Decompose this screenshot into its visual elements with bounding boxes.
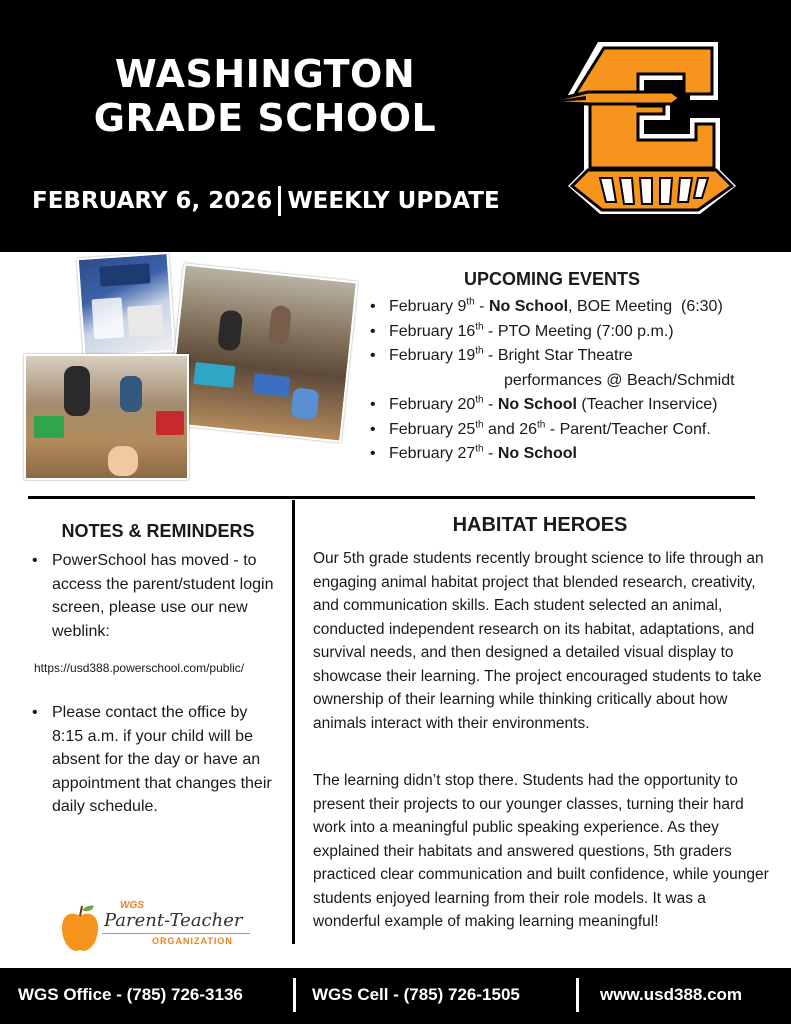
date-separator: [278, 186, 281, 216]
newsletter-subtitle: WEEKLY UPDATE: [287, 188, 500, 214]
website-link[interactable]: www.usd388.com: [600, 985, 743, 1004]
event-item: • February 20th - No School (Teacher Inservice): [370, 393, 780, 418]
header-banner: [0, 0, 791, 252]
pto-logo: [60, 898, 260, 958]
notes-list: [32, 701, 282, 819]
horizontal-divider: [28, 496, 755, 499]
pto-wgs-label: WGS: [120, 900, 144, 911]
powerschool-weblink[interactable]: https://usd388.powerschool.com/public/: [34, 661, 245, 675]
pto-main-label: Parent-Teacher: [104, 910, 243, 931]
event-item: • February 27th - No School: [370, 442, 780, 467]
notes-list: [32, 549, 282, 643]
footer-bar: [0, 968, 791, 1024]
school-title-line2: GRADE SCHOOL: [93, 96, 437, 140]
habitat-paragraph-2: The learning didn’t stop there. Students had the opportunity to present their projects to our younger classes, turning their hard work into a meaningful public speaking experience. As they explained their habitats and answered questions, 5th graders practiced clear communication and built confidence, while younger students enjoyed learning from their role models. It was a wonderful example of making learning meaningful!: [313, 772, 769, 930]
footer-separator: [576, 978, 579, 1012]
students-presenting-photo: [167, 263, 358, 442]
habitat-paragraph-1: Our 5th grade students recently brought science to life through an engaging animal habitat project that blended research, creativity, and communication skills. Each student selected an animal, conducted independent research on its habitat, adaptations, and survival needs, and then designed a detailed visual display to showcase their learning. The project encouraged students to take ownership of their learning while thinking critically about how animals interact with their environments.: [313, 550, 764, 732]
pto-org-label: ORGANIZATION: [152, 936, 233, 946]
habitat-heroes-title: HABITAT HEROES: [452, 514, 628, 536]
footer-separator: [293, 978, 296, 1012]
newsletter-date: FEBRUARY 6, 2026: [32, 188, 273, 214]
note-absence: • Please contact the office by 8:15 a.m. if your child will be absent for the day or have an appointment that changes their daily schedule.: [32, 701, 282, 819]
event-item: • February 25th and 26th - Parent/Teacher Conf.: [370, 418, 780, 443]
note-powerschool: • PowerSchool has moved - to access the parent/student login screen, please use our new weblink:: [32, 549, 282, 643]
pto-underline: [102, 933, 250, 934]
event-item-continuation: performances @ Beach/Schmidt: [504, 371, 735, 389]
event-item: • February 19th - Bright Star Theatre: [370, 344, 780, 369]
classroom-tablets-photo: [24, 354, 189, 480]
cell-phone[interactable]: WGS Cell - (785) 726-1505: [312, 985, 520, 1004]
habitat-diorama-photo: [77, 252, 176, 358]
school-title-line1: WASHINGTON: [114, 52, 416, 96]
upcoming-events-list: [370, 295, 780, 467]
event-item: • February 16th - PTO Meeting (7:00 p.m.): [370, 320, 780, 345]
school-title: [60, 52, 470, 140]
date-line: [32, 184, 500, 218]
vertical-divider: [292, 500, 295, 944]
notes-reminders-title: NOTES & REMINDERS: [61, 521, 255, 541]
upcoming-events-title: UPCOMING EVENTS: [463, 269, 641, 289]
apple-icon: [60, 902, 100, 954]
event-item: • February 9th - No School, BOE Meeting (6:30): [370, 295, 780, 320]
office-phone[interactable]: WGS Office - (785) 726-3136: [18, 985, 243, 1004]
school-logo-icon: [540, 38, 760, 218]
